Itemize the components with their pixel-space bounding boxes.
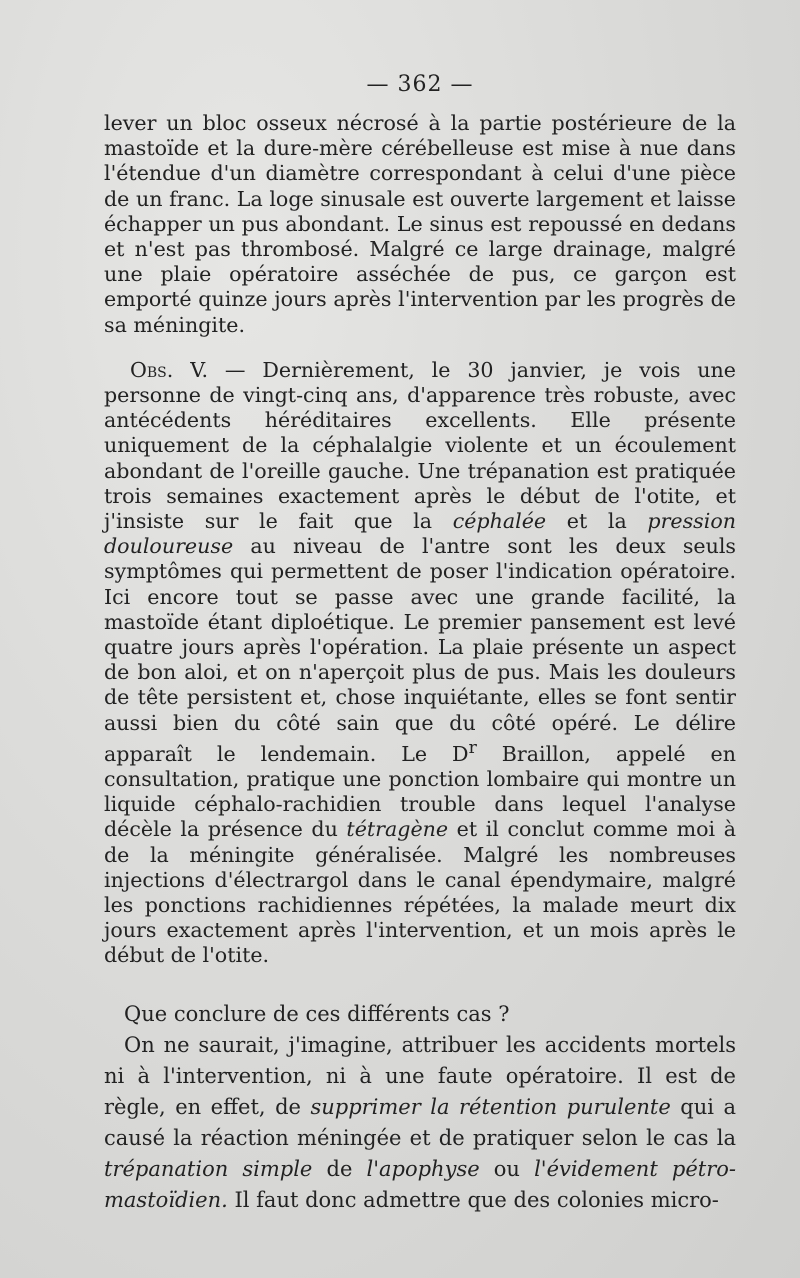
text-segment: céphalée [452, 509, 547, 534]
paragraph-2-observation-v [104, 358, 736, 969]
text-segment: ou [479, 1156, 535, 1181]
text-segment: Que conclure de ces différents cas ? [124, 1001, 510, 1026]
text-segment: Obs. V. [130, 357, 209, 382]
text-segment: et la [546, 509, 648, 534]
text-segment: On ne saurait, j'imagine, attribuer les accidents mortels ni à l'intervention, ni à une faute opératoire. Il est de règle, en effet, de [104, 1032, 736, 1119]
text-segment: Braillon, appelé en consultation, pratique une ponction lombaire qui montre un liquide céphalo-rachidien trouble dans lequel l'analyse décèle la présence du [104, 741, 736, 842]
text-segment: et il conclut comme moi à de la méningite généralisée. Malgré les nombreuses injections d'électrargol dans le canal épendymaire, malgré les ponctions rachidiennes répétées, la malade meurt dix jours exactement après l'intervention, et un mois après le début de l'otite. [104, 817, 736, 968]
text-segment: qui a causé la réaction méningée et de pratiquer selon le cas la [104, 1094, 736, 1150]
text-segment: au niveau de l'antre sont les deux seuls symptômes qui permettent de poser l'indication opératoire. Ici encore tout se passe avec une grande facilité, la mastoïde étant diploétique. Le premier pansement est levé quatre jours après l'opération. La plaie présente un aspect de bon aloi, et on n'aperçoit plus de pus. Mais les douleurs de tête persistent et, chose inquiétante, elles se font sentir aussi bien du côté sain que du côté opéré. Le délire apparaît le lendemain. Le D [104, 534, 736, 766]
document-page [104, 72, 736, 1216]
paragraph-3-question [104, 999, 736, 1030]
text-segment: Il faut donc admettre que des colonies micro- [227, 1187, 719, 1212]
text-segment: supprimer la rétention purulente [310, 1094, 671, 1119]
text-segment: lever un bloc osseux nécrosé à la partie postérieure de la mastoïde et la dure-mère cérébelleuse est mise à nue dans l'étendue d'un diamètre correspondant à celui d'une pièce de un franc. La loge sinusale est ouverte largement et laisse échapper un pus abondant. Le sinus est repoussé en dedans et n'est pas thrombosé. Malgré ce large drainage, malgré une plaie opératoire asséchée de pus, ce garçon est emporté quinze jours après l'intervention par les progrès de sa méningite. [104, 111, 736, 337]
text-segment: l'apophyse [366, 1156, 480, 1181]
text-segment: — Dernièrement, le 30 janvier, je vois une personne de vingt-cinq ans, d'apparence très robuste, avec antécédents héréditaires excellents. Elle présente uniquement de la céphalalgie violente et un écoulement abondant de l'oreille gauche. Une trépanation est pratiquée trois semaines exactement après le début de l'otite, et j'insiste sur le fait que la [104, 357, 736, 534]
paragraph-4-conclusion [104, 1030, 736, 1216]
page-number: — 362 — [366, 72, 474, 97]
text-segment: pression douloureuse [104, 509, 736, 559]
text-segment: trépanation simple [104, 1156, 313, 1181]
paragraph-1 [104, 111, 736, 338]
text-segment: r [468, 737, 477, 758]
text-segment: de [312, 1156, 367, 1181]
text-segment: tétragène [346, 817, 449, 842]
text-segment: l'évidement pétro-mastoïdien. [104, 1156, 736, 1212]
